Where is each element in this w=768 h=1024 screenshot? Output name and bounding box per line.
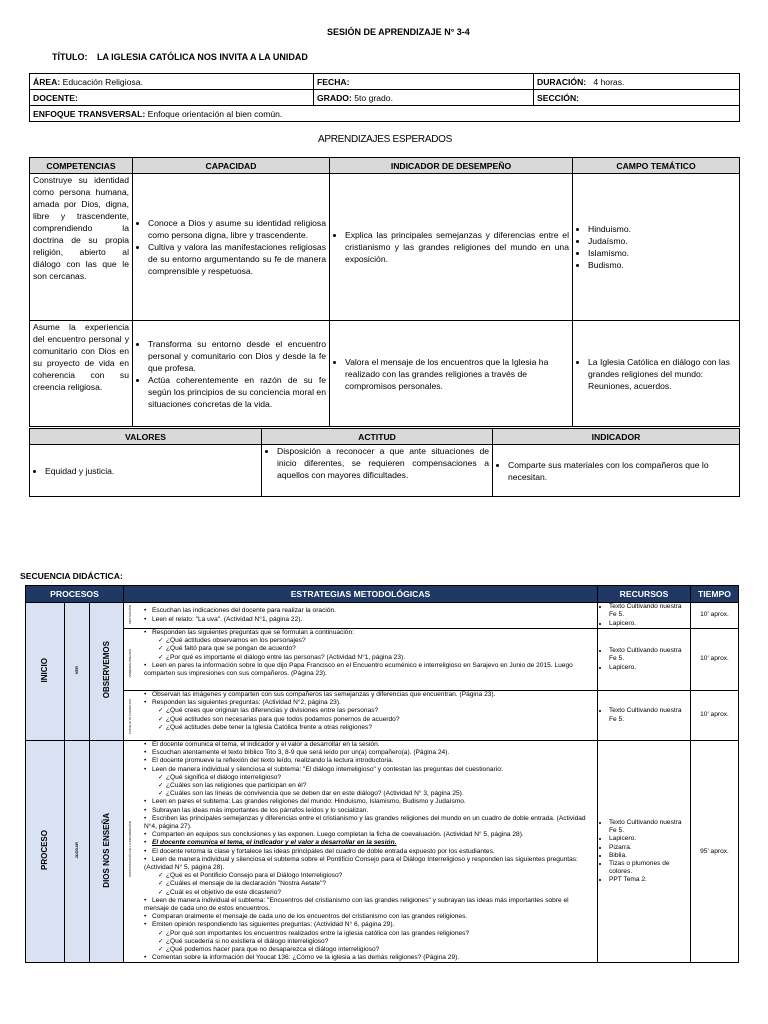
strategy-item	[144, 749, 595, 757]
strategy-item	[144, 921, 595, 929]
check-icon: ✓	[158, 782, 164, 790]
bullet-icon: •	[144, 757, 147, 765]
bullet-icon: •	[144, 629, 147, 636]
check-icon: ✓	[158, 715, 164, 723]
bullet-icon: •	[144, 814, 147, 822]
bullet-icon: •	[144, 798, 147, 806]
strategy-text: ¿Qué actitudes observamos en los personajes?	[166, 637, 306, 645]
strategy-text: Responden las siguientes preguntas que se formulan a continuación:	[152, 629, 354, 636]
check-icon: ✓	[158, 880, 164, 888]
question-item	[144, 790, 595, 798]
header-actitud: ACTITUD	[262, 429, 493, 445]
bullet-icon: •	[144, 741, 147, 748]
row-conflicto	[124, 691, 598, 741]
check-icon: ✓	[158, 790, 164, 798]
check-icon: ✓	[158, 872, 164, 880]
strategy-item	[144, 807, 595, 815]
capacidad-1-item: • Cultiva y valora las manifestaciones religiosas de su entorno argumentando su fe de manera comprensible y respetuosa.	[148, 241, 326, 277]
check-icon: ✓	[158, 707, 164, 715]
strategy-text: ¿Qué actitudes son necesarias para que todos podamos ponernos de acuerdo?	[166, 715, 400, 723]
strategy-text: Escuchan las indicaciones del docente para realizar la oración.	[152, 607, 337, 615]
fecha-label: FECHA:	[317, 76, 350, 87]
recursos-0	[598, 603, 691, 629]
header-tiempo: TIEMPO	[691, 586, 739, 603]
strategy-text: Comentan sobre la información del Youcat 136: ¿Cómo ve la iglesia a las demás religiones? (Página 29).	[152, 954, 460, 962]
strategy-item	[144, 629, 595, 637]
bullet-icon: •	[144, 699, 147, 707]
docente-label: DOCENTE:	[33, 92, 78, 103]
strategy-item	[144, 954, 595, 962]
strategy-text: ¿Qué actitudes debe tener la Iglesia Católica frente a otras religiones?	[166, 723, 372, 731]
strategy-text: ¿Qué podemos hacer para que no desaparezca el diálogo interreligioso?	[166, 946, 380, 954]
strategy-item	[144, 831, 595, 839]
capacidad-2-item: • Actúa coherentemente en razón de su fe según los principios de su conciencia moral en situaciones concretas de la vida.	[148, 374, 326, 410]
area-label: ÁREA:	[33, 76, 61, 87]
question-item	[144, 645, 595, 653]
question-item	[144, 716, 595, 724]
strategy-item	[144, 607, 595, 615]
grado-value: 5to grado.	[354, 92, 393, 103]
recurso-item: • Biblia.	[609, 852, 688, 860]
strategy-text: ¿Por qué son importantes los encuentros realizados entre la iglesia católica con las grandes religiones?	[166, 929, 470, 937]
competencia-1: Construye su identidad como persona humana, amada por Dios, digna, libre y trascendente, comprendiendo la doctrina de su propia religión, abierto al diálogo con las que le son cercanas.	[30, 174, 133, 321]
bullet-icon: •	[144, 831, 147, 839]
strategy-text: Leen el relato: "La uva". (Actividad N°1, página 22).	[152, 615, 303, 623]
capacidad-2	[133, 321, 330, 427]
capacidad-1-item: • Conoce a Dios y asume su identidad religiosa como persona digna, libre y trascendente.	[148, 217, 326, 241]
question-item	[144, 930, 595, 938]
question-item	[144, 946, 595, 954]
indicador-1-text: • Explica las principales semejanzas y diferencias entre el cristianismo y las grandes religiones del mundo en una exposición.	[345, 229, 569, 265]
strategy-text: ¿Qué significa el diálogo interreligioso?	[166, 773, 282, 781]
row-motivacion	[124, 603, 598, 629]
bullet-icon: •	[144, 691, 147, 698]
header-competencias: COMPETENCIAS	[30, 158, 133, 174]
recurso-item: • PPT Tema 2.	[609, 876, 688, 884]
observemos-cell	[90, 603, 124, 741]
phase-label: MOTIVACIÓN	[128, 605, 132, 624]
question-item	[144, 872, 595, 880]
bullet-icon: •	[144, 921, 147, 929]
recurso-item: • Lapicero.	[609, 620, 688, 628]
header-estrategias: ESTRATEGIAS METODOLÓGICAS	[124, 586, 598, 603]
phase-label: CONFLICTO COGNITIVO	[128, 699, 132, 734]
strategy-text: Leen de manera individual y silenciosa el subtema: "El diálogo interreligioso" y contestan las preguntas del cuestionario:	[152, 765, 503, 773]
observemos-label: OBSERVEMOS	[101, 641, 111, 699]
strategy-item	[144, 741, 595, 749]
strategy-text: Responden las siguientes preguntas: (Actividad N°2, página 23).	[152, 699, 341, 707]
indicador-2	[330, 321, 573, 427]
valores-cell	[30, 445, 262, 497]
recurso-item: • Texto Cultivando nuestra Fe 5.	[609, 707, 688, 723]
bullet-icon: •	[144, 607, 147, 615]
strategy-text: ¿Qué crees que originan las diferencias y divisiones entre las personas?	[166, 707, 379, 715]
recurso-item: • Lapicero.	[609, 664, 688, 672]
page-title: LA IGLESIA CATÓLICA NOS INVITA A LA UNIDAD	[97, 52, 308, 62]
recurso-item: • Pizarra.	[609, 844, 688, 852]
recursos-2	[598, 691, 691, 741]
strategy-item	[144, 691, 595, 699]
bullet-icon: •	[144, 765, 147, 773]
strategy-text: El docente promueve la reflexión del texto leído, realizando la lectura introductoria.	[152, 757, 394, 765]
phase-label: SABERES PREVIOS	[128, 649, 132, 678]
strategy-text: Observan las imágenes y comparten con sus compañeros las semejanzas y diferencias que encuentran. (Página 23).	[152, 691, 496, 698]
strategy-text: Leen de manera individual y silenciosa el subtema sobre el Pontificio Consejo para el Diálogo Interreligioso y responden las siguientes preguntas: (Actividad N° 5, página 28).	[144, 855, 578, 872]
inicio-sub-cell	[65, 603, 90, 741]
dios-label: DIOS NOS ENSEÑA	[101, 812, 111, 888]
question-item	[144, 782, 595, 790]
campo-1	[573, 174, 740, 321]
question-item	[144, 880, 595, 888]
strategy-text: Escuchan atentamente el texto bíblico Tito 3, 8-9 que será leído por un(a) compañero(a). (Página 24).	[152, 749, 450, 757]
dios-cell	[90, 741, 124, 963]
indicador-1	[330, 174, 573, 321]
check-icon: ✓	[158, 637, 164, 645]
check-icon: ✓	[158, 937, 164, 945]
header-indicador: INDICADOR DE DESEMPEÑO	[330, 158, 573, 174]
header-procesos: PROCESOS	[26, 586, 124, 603]
tiempo-0: 10' aprox.	[691, 603, 739, 629]
phase-label: CONSTRUCCIÓN DE LA INFORMACIÓN	[128, 821, 132, 878]
recurso-item: • Texto Cultivando nuestra Fe 5.	[609, 647, 688, 663]
bullet-icon: •	[144, 749, 147, 757]
recurso-item: • Lapicero.	[609, 835, 688, 843]
aprendizajes-title: APRENDIZAJES ESPERADOS	[318, 134, 452, 145]
duracion-value: 4 horas.	[593, 76, 625, 87]
strategy-text: Leen en pares la información sobre lo que dijo Papa Francisco en el Encuentro ecuménico e interreligioso en Sarajevo en Junio de 2015. Luego comparten sus impresiones con sus compañeros. (Página 23).	[144, 661, 573, 678]
tiempo-2: 10' aprox.	[691, 691, 739, 741]
strategy-item	[144, 699, 595, 707]
strategy-text: ¿Por qué es importante el diálogo entre las personas? (Actividad N°1, página 23).	[166, 653, 406, 661]
valores-text: • Equidad y justicia.	[45, 465, 258, 477]
campo-item: • Hinduismo.	[588, 223, 736, 235]
question-item	[144, 637, 595, 645]
header-valores: VALORES	[30, 429, 262, 445]
strategy-text: Leen de manera individual el subtema: "Encuentros del cristianismo con las grandes religiones" y subrayan las ideas más importantes sobre el mensaje de cada uno de estos encuentros.	[144, 896, 569, 913]
indicador-2-cell	[493, 445, 740, 497]
strategy-item	[144, 616, 595, 624]
aprendizajes-table	[29, 157, 740, 427]
proceso-sub-cell	[65, 741, 90, 963]
capacidad-1	[133, 174, 330, 321]
question-item	[144, 654, 595, 662]
duracion-label: DURACIÓN:	[537, 76, 587, 87]
bullet-icon: •	[144, 896, 147, 904]
header-campo: CAMPO TEMÁTICO	[573, 158, 740, 174]
strategy-text: ¿Qué faltó para que se pongan de acuerdo?	[166, 645, 296, 653]
valores-table	[29, 428, 740, 497]
strategy-item	[144, 766, 595, 774]
grado-label: GRADO:	[317, 92, 352, 103]
strategy-text: Comparan oralmente el mensaje de cada uno de los encuentros del cristianismo con las grandes religiones.	[152, 913, 468, 921]
indicador-2-value: • Comparte sus materiales con los compañeros que lo necesitan.	[508, 459, 736, 483]
inicio-label: INICIO	[40, 657, 50, 683]
strategy-text: El docente comunica el tema, el indicador y el valor a desarrollar en la sesión.	[152, 741, 380, 748]
proceso-label: PROCESO	[40, 830, 50, 871]
indicador-2-text: • Valora el mensaje de los encuentros que la Iglesia ha realizado con las grandes religiones a través de compromisos personales.	[345, 356, 569, 392]
row-saberes	[124, 629, 598, 691]
campo-item: • La Iglesia Católica en diálogo con las grandes religiones del mundo: Reuniones, acuerdos.	[588, 356, 736, 392]
area-value: Educación Religiosa.	[62, 76, 143, 87]
strategy-item	[144, 798, 595, 806]
check-icon: ✓	[158, 929, 164, 937]
check-icon: ✓	[158, 773, 164, 781]
strategy-item	[144, 897, 595, 913]
inicio-sub: VER	[74, 665, 80, 675]
capacidad-2-item: • Transforma su entorno desde el encuentro personal y comunitario con Dios y desde la fe que profesa.	[148, 338, 326, 374]
question-item	[144, 707, 595, 715]
secuencia-table	[25, 585, 739, 963]
seccion-label: SECCIÓN:	[537, 92, 580, 103]
header-indicador-2: INDICADOR	[493, 429, 740, 445]
secuencia-title: SECUENCIA DIDÁCTICA:	[20, 571, 123, 581]
strategy-text: ¿Qué sucedería si no existiera el diálogo interreligioso?	[166, 937, 329, 945]
recurso-item: • Tizas o plumones de colores.	[609, 860, 688, 876]
bullet-icon: •	[144, 855, 147, 863]
campo-item: • Islamismo.	[588, 247, 736, 259]
bullet-icon: •	[144, 661, 147, 669]
check-icon: ✓	[158, 723, 164, 731]
campo-2	[573, 321, 740, 427]
strategy-text: Escriben las principales semejanzas y diferencias entre el cristianismo y las grandes religiones del mundo en un cuadro de doble entrada. (Actividad N°4, página 27).	[144, 814, 586, 831]
competencia-2: Asume la experiencia del encuentro personal y comunitario con Dios en su proyecto de vida en coherencia con su creencia religiosa.	[30, 321, 133, 427]
enfoque-value: Enfoque orientación al bien común.	[147, 108, 283, 119]
campo-item: • Budismo.	[588, 259, 736, 271]
strategy-item	[144, 815, 595, 831]
enfoque-label: ENFOQUE TRANSVERSAL:	[33, 108, 146, 119]
strategy-text: Comparten en equipos sus conclusiones y las exponen. Luego completan la ficha de coevaluación. (Actividad N° 5, página 28).	[152, 831, 524, 839]
strategy-text: El docente retoma la clase y fortalece las ideas principales del cuadro de doble entrada expuesto por los estudiantes.	[152, 847, 495, 855]
strategy-item	[144, 757, 595, 765]
check-icon: ✓	[158, 645, 164, 653]
proceso-sub: JUZGAR	[74, 841, 80, 859]
strategy-item	[144, 839, 595, 847]
tiempo-1: 10' aprox.	[691, 629, 739, 691]
title-label: TÍTULO:	[52, 52, 88, 62]
campo-item: • Judaísmo.	[588, 235, 736, 247]
inicio-cell	[26, 603, 65, 741]
bullet-icon: •	[144, 615, 147, 623]
row-construccion	[124, 741, 598, 963]
tiempo-3: 95' aprox.	[691, 741, 739, 963]
strategy-text: ¿Cuáles son las líneas de convivencia que se deben dar en este diálogo? (Actividad N° 3, página 25).	[166, 790, 464, 798]
header-recursos: RECURSOS	[598, 586, 691, 603]
strategy-item	[144, 856, 595, 872]
strategy-text: Subrayan las ideas más importantes de los párrafos leídos y lo socializan.	[152, 806, 369, 814]
question-item	[144, 774, 595, 782]
question-item	[144, 724, 595, 732]
actitud-cell	[262, 445, 493, 497]
check-icon: ✓	[158, 653, 164, 661]
info-table	[29, 73, 740, 122]
check-icon: ✓	[158, 888, 164, 896]
strategy-item	[144, 662, 595, 678]
recurso-item: • Texto Cultivando nuestra Fe 5.	[609, 603, 688, 619]
bullet-icon: •	[144, 806, 147, 814]
strategy-text: Emiten opinión respondiendo las siguientes preguntas: (Actividad N° 6, página 29).	[152, 921, 395, 929]
header-capacidad: CAPACIDAD	[133, 158, 330, 174]
bullet-icon: •	[144, 954, 147, 962]
strategy-text: ¿Cuál es el objetivo de este dicasterio?	[166, 888, 282, 896]
strategy-item	[144, 848, 595, 856]
strategy-text: ¿Cuáles son las religiones que participan en él?	[166, 782, 307, 790]
recurso-item: • Texto Cultivando nuestra Fe 5.	[609, 819, 688, 835]
strategy-text: ¿Cuáles el mensaje de la declaración "Nostra Aetate"?	[166, 880, 327, 888]
bullet-icon: •	[144, 847, 147, 855]
question-item	[144, 938, 595, 946]
strategy-text: ¿Qué es el Pontificio Consejo para el Diálogo Interreligioso?	[166, 872, 343, 880]
session-title: SESIÓN DE APRENDIZAJE N° 3-4	[327, 27, 470, 37]
actitud-text: • Disposición a reconocer a que ante situaciones de inicio diferentes, se requieren compensaciones a aquellos con mayores dificultades.	[277, 445, 489, 481]
bullet-icon: •	[144, 839, 147, 847]
proceso-cell	[26, 741, 65, 963]
recursos-1	[598, 629, 691, 691]
strategy-text: Leen en pares el subtema: Las grandes religiones del mundo: Hinduismo, Islamismo, Budismo y Judaísmo.	[152, 798, 466, 806]
strategy-text: El docente comunica el tema, el indicador y el valor a desarrollar en la sesión.	[152, 839, 397, 847]
bullet-icon: •	[144, 913, 147, 921]
recursos-3	[598, 741, 691, 963]
check-icon: ✓	[158, 946, 164, 954]
question-item	[144, 889, 595, 897]
